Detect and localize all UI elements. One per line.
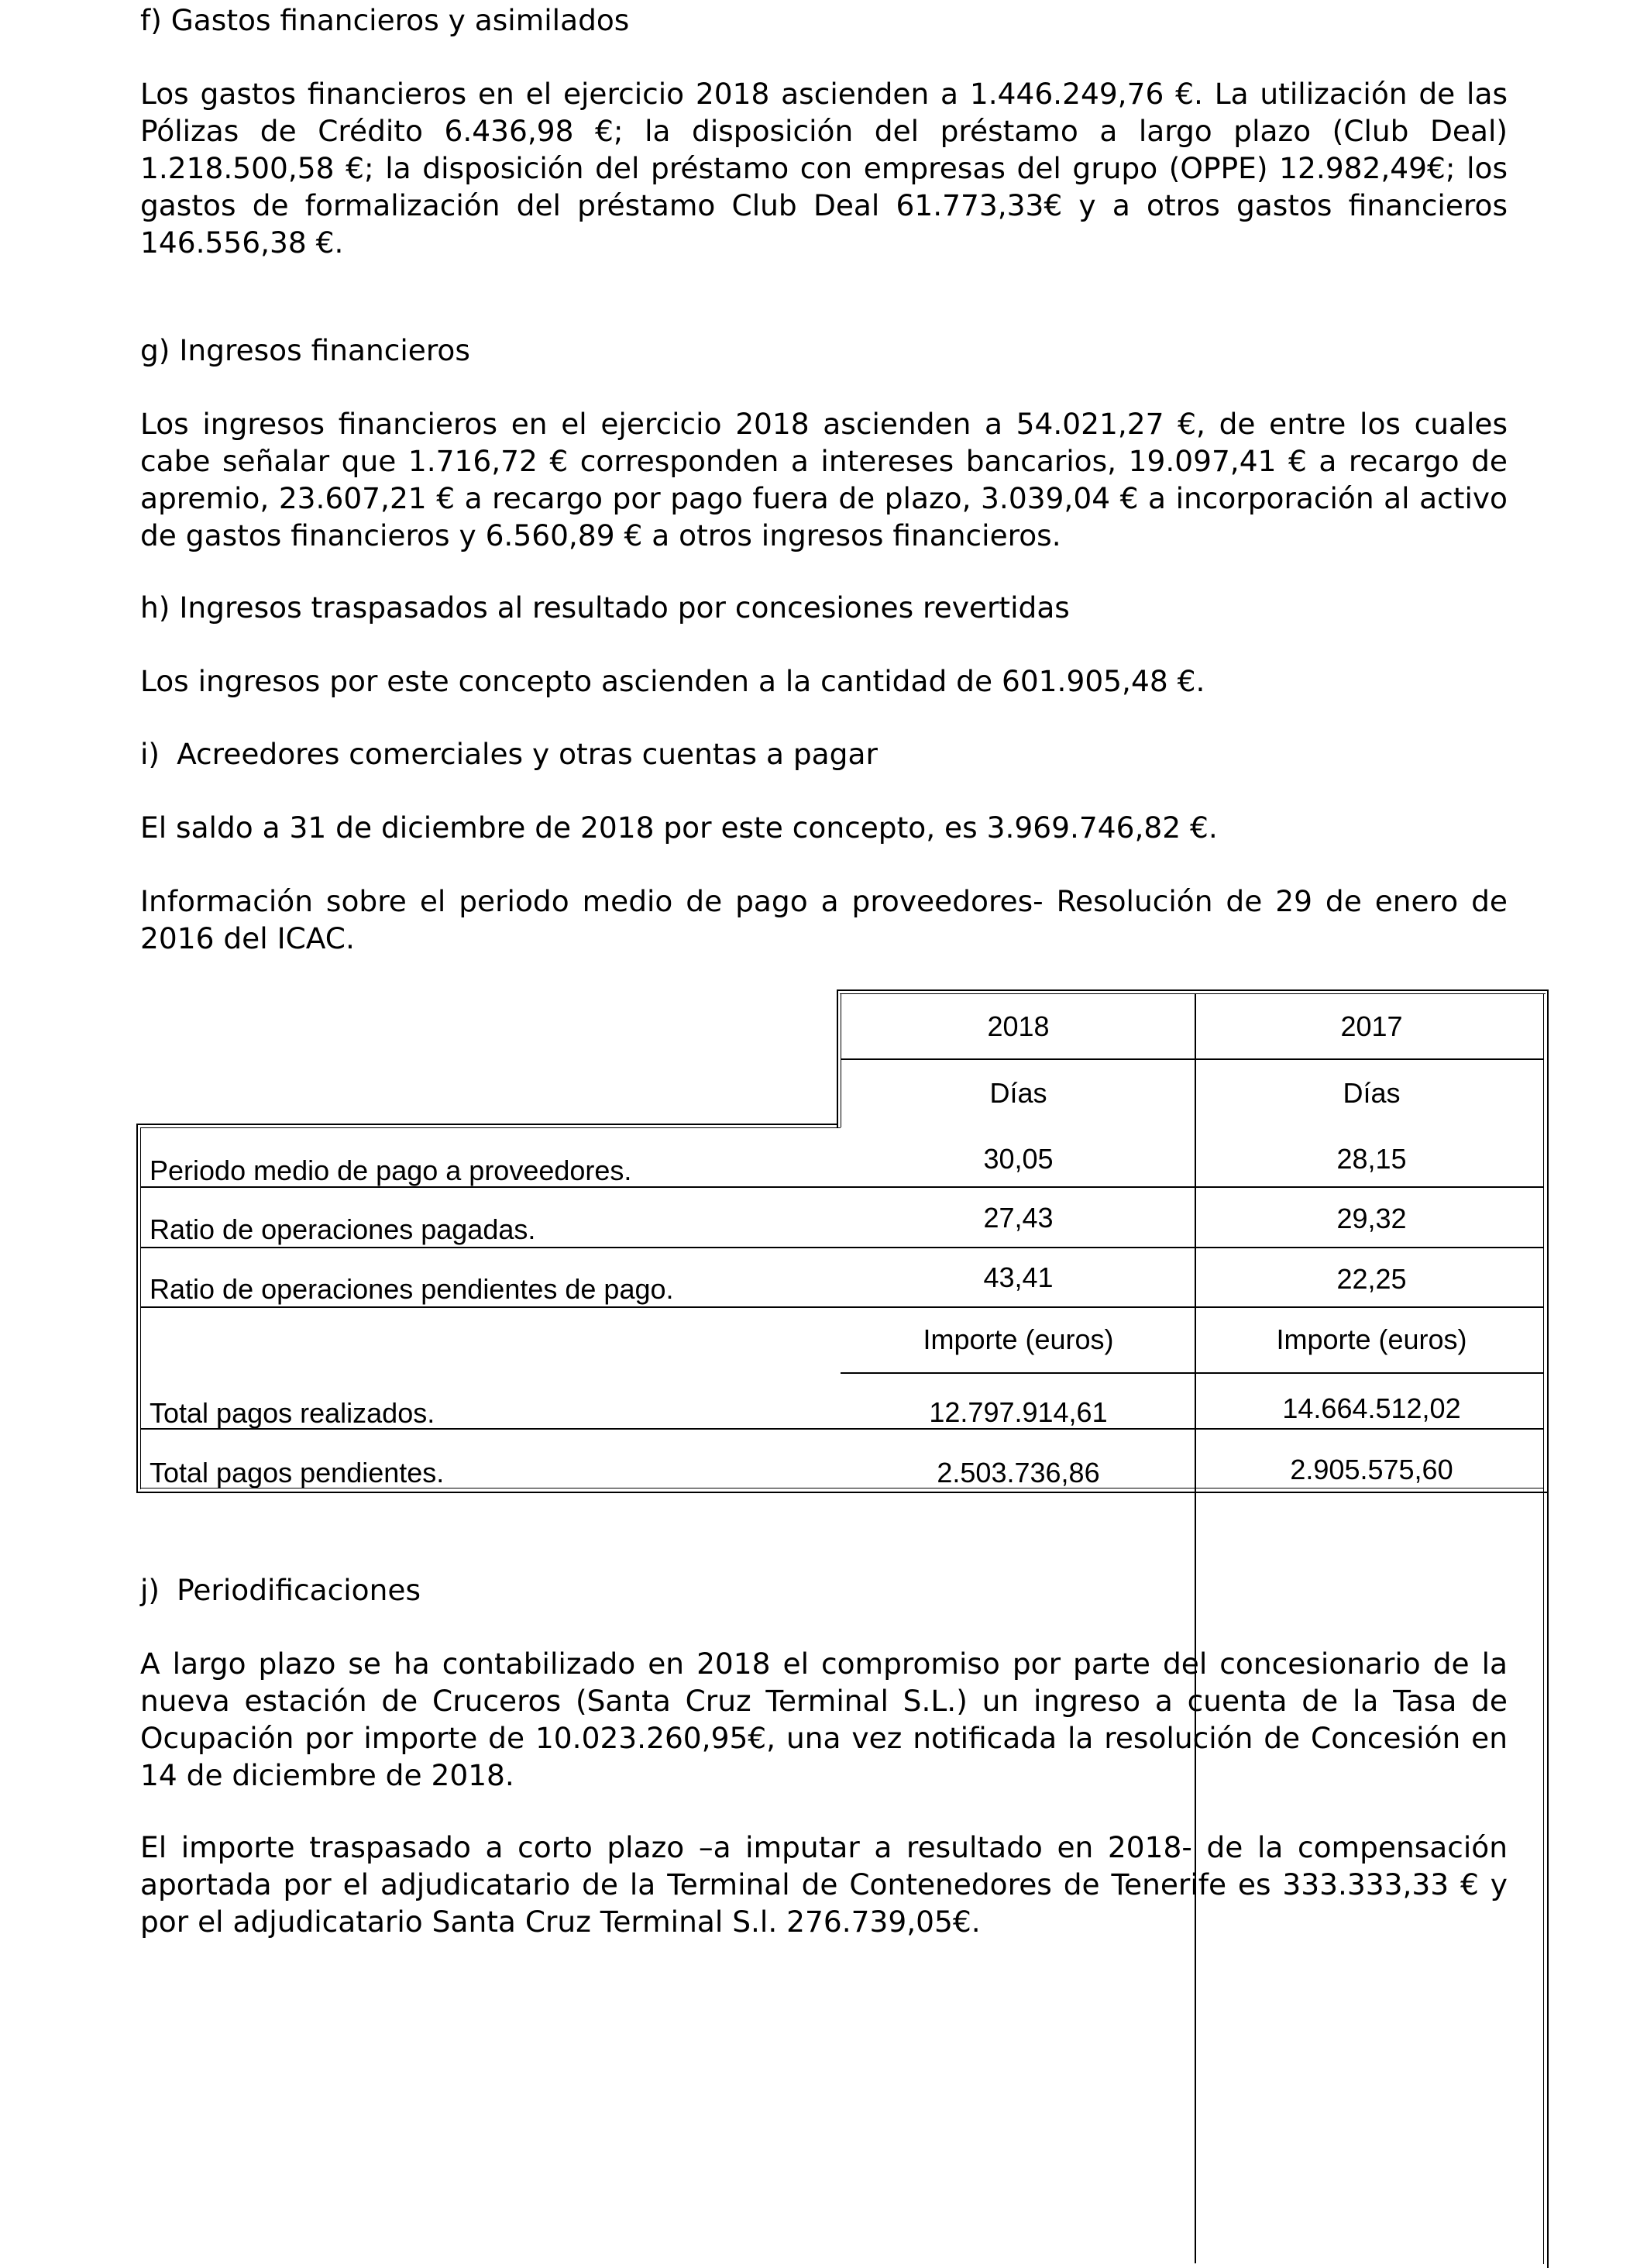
table-unit-days-2017: Días (1343, 1077, 1401, 1109)
section-i-heading (140, 735, 878, 773)
table-row-label: Ratio de operaciones pagadas. (150, 1213, 536, 1245)
table-row-label: Ratio de operaciones pendientes de pago. (150, 1273, 674, 1305)
table-unit-amount-2018: Importe (euros) (923, 1323, 1114, 1355)
section-i-paragraph-1: El saldo a 31 de diciembre de 2018 por este concepto, es 3.969.746,82 €. (140, 810, 1218, 845)
table-cell-2018: 2.503.736,86 (937, 1457, 1100, 1488)
table-cell-2017: 14.664.512,02 (1282, 1392, 1461, 1424)
section-j-paragraph-1: A largo plazo se ha contabilizado en 2018 el compromiso por parte del concesionario de la nueva estación de Cruceros (Santa Cruz Terminal S.L.) un ingreso a cuenta de la Tasa de Ocupación por importe de 10.023.260,95€, una vez notificada la resolución de Concesión en 14 de diciembre de 2018. (140, 1647, 1508, 1792)
section-g-heading: g) Ingresos financieros (140, 333, 470, 367)
table-row-label: Total pagos pendientes. (150, 1457, 445, 1488)
section-i-paragraph-2: Información sobre el periodo medio de pago a proveedores- Resolución de 29 de enero de 2016 del ICAC. (140, 884, 1508, 955)
table-cell-2017: 29,32 (1336, 1203, 1407, 1234)
section-j-heading (140, 1571, 421, 1609)
table-cell-2018: 30,05 (983, 1143, 1054, 1175)
table-unit-amount-2017: Importe (euros) (1276, 1323, 1467, 1355)
section-j-paragraph-2: El importe traspasado a corto plazo –a imputar a resultado en 2018- de la compensación aportada por el adjudicatario de la Terminal de Contenedores de Tenerife es 333.333,33 € y por el adjudicatario Santa Cruz Terminal S.l. 276.739,05€. (140, 1830, 1508, 1939)
section-j-title: Periodificaciones (177, 1573, 421, 1607)
table-cell-2017: 22,25 (1336, 1263, 1407, 1295)
section-j-marker: j) (140, 1573, 160, 1607)
table-header-2017: 2017 (1340, 1010, 1403, 1042)
table-row-label: Periodo medio de pago a proveedores. (150, 1155, 632, 1186)
section-i-title: Acreedores comerciales y otras cuentas a pagar (177, 737, 878, 771)
section-f-paragraph: Los gastos financieros en el ejercicio 2018 ascienden a 1.446.249,76 €. La utilización de las Pólizas de Crédito 6.436,98 €; la disposición del préstamo a largo plazo (Club Deal) 1.218.500,58 €; la disposición del préstamo con empresas del grupo (OPPE) 12.982,49€; los gastos de formalización del préstamo Club Deal 61.773,33€ y a otros gastos financieros 146.556,38 €. (140, 77, 1508, 260)
table-cell-2018: 27,43 (983, 1202, 1054, 1234)
section-h-heading: h) Ingresos traspasados al resultado por concesiones revertidas (140, 590, 1070, 625)
table-cell-2018: 12.797.914,61 (929, 1396, 1108, 1428)
table-header-2018: 2018 (987, 1010, 1050, 1042)
section-h-paragraph: Los ingresos por este concepto ascienden a la cantidad de 601.905,48 €. (140, 664, 1205, 698)
table-cell-2017: 28,15 (1336, 1143, 1407, 1175)
table-row-label: Total pagos realizados. (150, 1397, 435, 1429)
table-cell-2018: 43,41 (983, 1261, 1054, 1293)
section-i-marker: i) (140, 737, 160, 771)
table-unit-days-2018: Días (989, 1077, 1047, 1109)
section-f-heading: f) Gastos financieros y asimilados (140, 3, 630, 37)
section-g-paragraph: Los ingresos financieros en el ejercicio 2018 ascienden a 54.021,27 €, de entre los cuales cabe señalar que 1.716,72 € corresponden a intereses bancarios, 19.097,41 € a recargo de apremio, 23.607,21 € a recargo por pago fuera de plazo, 3.039,04 € a incorporación al activo de gastos financieros y 6.560,89 € a otros ingresos financieros. (140, 407, 1508, 552)
table-cell-2017: 2.905.575,60 (1290, 1454, 1453, 1485)
